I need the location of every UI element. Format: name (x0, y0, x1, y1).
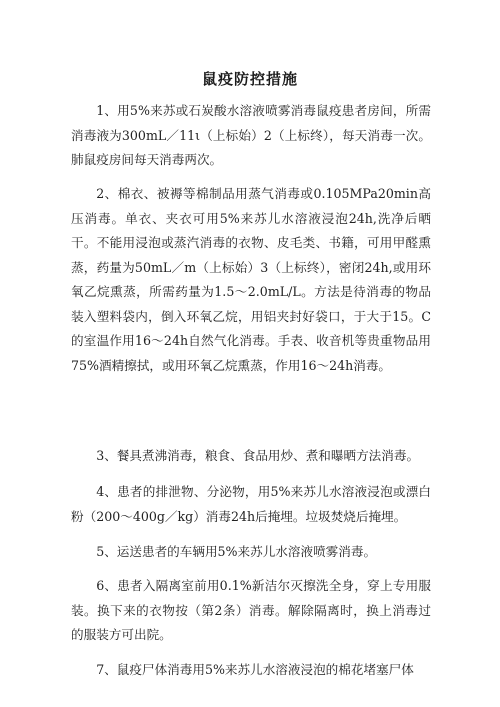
paragraph-5: 5、运送患者的车辆用5%来苏儿水溶液喷雾消毒。 (96, 544, 377, 559)
paragraph-7: 7、鼠疫尸体消毒用5%来苏儿水溶液浸泡的棉花堵塞尸体 (96, 662, 414, 677)
paragraph-1: 1、用5%来苏或石炭酸水溶液喷雾消毒鼠疫患者房间，所需消毒液为300mL／11ι（上标始）2（上标终），每天消毒一次。肺鼠疫房间每天消毒两次。 (71, 103, 431, 167)
paragraph-6: 6、患者入隔离室前用0.1%新洁尔灭擦洗全身，穿上专用服装。换下来的衣物按（第2条）消毒。解除隔离时，换上消毒过的服装方可出院。 (71, 578, 431, 642)
paragraph-2: 2、棉衣、被褥等棉制品用蒸气消毒或0.105MPa20min高压消毒。单衣、夹衣可用5%来苏儿水溶液浸泡24h,洗净后晒干。不能用浸泡或蒸汽消毒的衣物、皮毛类、书籍，可用甲醛熏蒸，药量为50mL／m（上标始）3（上标终），密闭24h,或用环氧乙烷熏蒸，所需药量为1.5～2.0mL/L。方法是待消毒的物品装入塑料袋内，倒入环氧乙烷，用铝夹封好袋口，于大于15。C的室温作用16～24h自然气化消毒。手表、收音机等贵重物品用75%酒精擦拭，或用环氧乙烷熏蒸，作用16～24h消毒。 (71, 186, 431, 373)
document-title: 鼠疫防控措施 (201, 70, 298, 88)
paragraph-4: 4、患者的排泄物、分泌物，用5%来苏儿水溶液浸泡或漂白粉（200～400g／kg）消毒24h后掩埋。垃圾焚烧后掩埋。 (71, 484, 431, 524)
paragraph-3: 3、餐具煮沸消毒，粮食、食品用炒、煮和曝晒方法消毒。 (96, 448, 420, 463)
